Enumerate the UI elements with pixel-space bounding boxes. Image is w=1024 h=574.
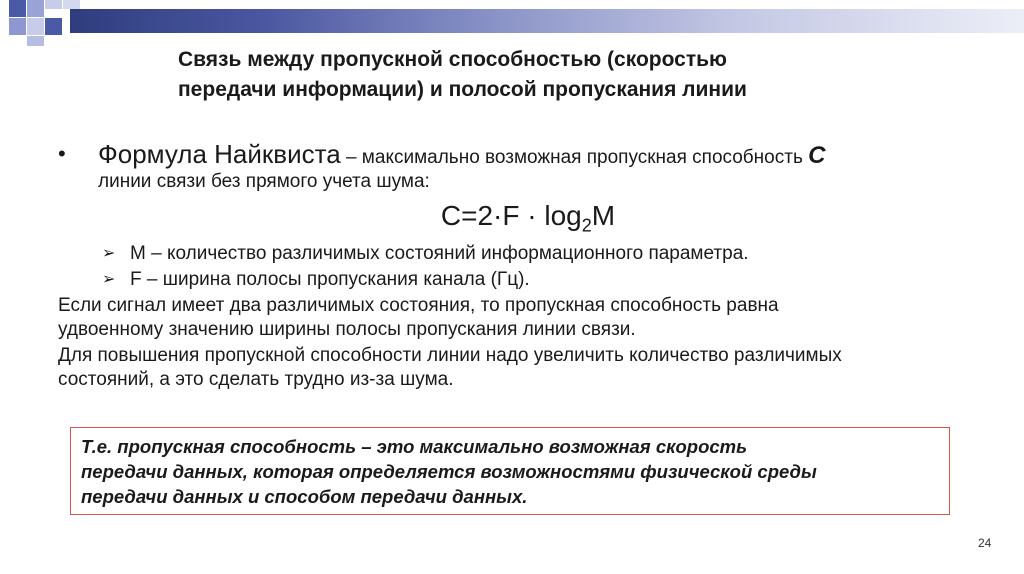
page-number: 24: [978, 536, 992, 550]
paragraph: [58, 294, 958, 342]
paragraph: [58, 344, 958, 392]
deco-square: [45, 0, 62, 9]
deco-square: [45, 18, 62, 35]
paragraph-line: состояний, а это сделать трудно из-за шума.: [58, 368, 454, 390]
slide-body: [58, 139, 958, 392]
arrow-bullet-icon: ➢: [102, 244, 116, 262]
deco-square: [9, 0, 26, 17]
bullet-item: [58, 139, 958, 194]
title-line: передачи информации) и полосой пропускания линии: [178, 78, 747, 101]
formula-tail: M: [591, 200, 616, 231]
bullet-text: – максимально возможная пропускная способность: [340, 147, 809, 168]
header-band: [70, 9, 1024, 33]
bullet-lead: Формула Найквиста: [98, 139, 341, 169]
sub-item: [58, 268, 958, 292]
nyquist-formula: [58, 200, 958, 238]
title-line: Связь между пропускной способностью (скоростью: [178, 48, 727, 71]
conclusion-line: Т.е. пропускная способность – это максимально возможная скорость: [81, 436, 748, 457]
deco-square: [27, 0, 44, 17]
formula-log-base: 2: [581, 215, 592, 236]
deco-square: [9, 18, 26, 35]
arrow-bullet-icon: ➢: [102, 270, 116, 288]
formula-main: С=2·F · log: [440, 200, 582, 231]
paragraph-line: удвоенному значению ширины полосы пропускания линии связи.: [58, 318, 636, 340]
slide-title: [178, 45, 938, 105]
bullet-dot: •: [58, 141, 66, 166]
conclusion-line: передачи данных и способом передачи данных.: [81, 486, 528, 507]
deco-square: [63, 0, 80, 9]
paragraph-line: Для повышения пропускной способности линии надо увеличить количество различимых: [58, 344, 842, 366]
deco-square: [27, 36, 44, 46]
capacity-symbol: С: [808, 142, 826, 169]
conclusion-box: [70, 427, 950, 515]
sub-item-text: M – количество различимых состояний информационного параметра.: [130, 242, 749, 264]
conclusion-line: передачи данных, которая определяется возможностями физической среды: [81, 461, 817, 482]
bullet-text-line2: линии связи без прямого учета шума:: [98, 171, 430, 192]
sub-item-text: F – ширина полосы пропускания канала (Гц).: [130, 268, 530, 290]
sub-item: [58, 242, 958, 266]
deco-square: [27, 18, 44, 35]
paragraph-line: Если сигнал имеет два различимых состояния, то пропускная способность равна: [58, 294, 779, 316]
